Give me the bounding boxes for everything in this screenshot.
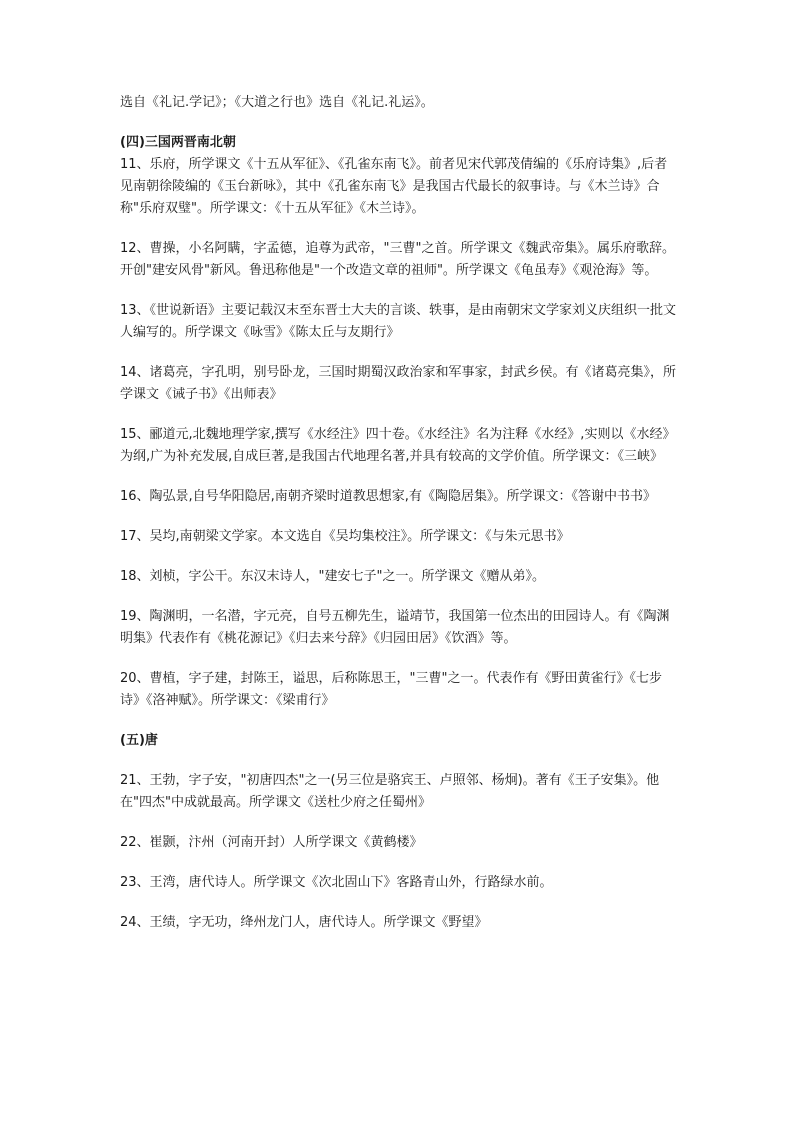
entry-15: 15、郦道元,北魏地理学家,撰写《水经注》四十卷。《水经注》名为注释《水经》,实则以《水经》为纲,广为补充发展,自成巨著,是我国古代地理名著,并具有较高的文学价值。所学课文：《三峡》 [120, 427, 676, 464]
entry-20: 20、曹植，字子建，封陈王，谥思，后称陈思王，"三曹"之一。代表作有《野田黄雀行》《七步诗》《洛神赋》。所学课文：《梁甫行》 [120, 671, 663, 708]
entry-18: 18、刘桢，字公干。东汉末诗人，"建安七子"之一。所学课文《赠从弟》。 [120, 569, 546, 584]
entry-23: 23、王湾，唐代诗人。所学课文《次北固山下》客路青山外，行路绿水前。 [120, 875, 553, 890]
entry-16: 16、陶弘景,自号华阳隐居,南朝齐梁时道教思想家,有《陶隐居集》。所学课文：《答谢中书书》 [120, 489, 656, 504]
document-page [120, 92, 680, 952]
intro-paragraph: 选自《礼记.学记》；《大道之行也》选自《礼记.礼运》。 [120, 95, 434, 110]
entry-21: 21、王勃，字子安，"初唐四杰"之一(另三位是骆宾王、卢照邻、杨炯)。著有《王子安集》。他在"四杰"中成就最高。所学课文《送杜少府之任蜀州》 [120, 773, 660, 810]
entry-19: 19、陶渊明，一名潜，字元亮，自号五柳先生，谥靖节，我国第一位杰出的田园诗人。有《陶渊明集》代表作有《桃花源记》《归去来兮辞》《归园田居》《饮酒》等。 [120, 609, 670, 646]
entry-22: 22、崔颢，汴州（河南开封）人所学课文《黄鹤楼》 [120, 835, 423, 850]
entry-13: 13、《世说新语》主要记载汉末至东晋士大夫的言谈、轶事，是由南朝宋文学家刘义庆组织一批文人编写的。所学课文《咏雪》《陈太丘与友期行》 [120, 303, 677, 340]
entry-12: 12、曹操，小名阿瞒，字孟德，追尊为武帝，"三曹"之首。所学课文《魏武帝集》。属乐府歌辞。开创"建安风骨"新风。鲁迅称他是"一个改造文章的祖师"。所学课文《龟虽寿》《观沧海》等。 [120, 241, 676, 278]
entry-14: 14、诸葛亮，字孔明，别号卧龙，三国时期蜀汉政治家和军事家，封武乡侯。有《诸葛亮集》，所学课文《诫子书》《出师表》 [120, 365, 677, 402]
section-heading-five: (五)唐 [120, 733, 158, 748]
section-heading-four: (四)三国两晋南北朝 [120, 135, 236, 150]
entry-17: 17、吴均,南朝梁文学家。本文选自《吴均集校注》。所学课文：《与朱元思书》 [120, 529, 570, 544]
entry-24: 24、王绩，字无功，绛州龙门人，唐代诗人。所学课文《野望》 [120, 915, 488, 930]
entry-11: 11、乐府，所学课文《十五从军征》、《孔雀东南飞》。前者见宋代郭茂倩编的《乐府诗集》,后者见南朝徐陵编的《玉台新咏》，其中《孔雀东南飞》是我国古代最长的叙事诗。与《木兰诗》合称"乐府双璧"。所学课文：《十五从军征》《木兰诗》。 [120, 157, 668, 216]
